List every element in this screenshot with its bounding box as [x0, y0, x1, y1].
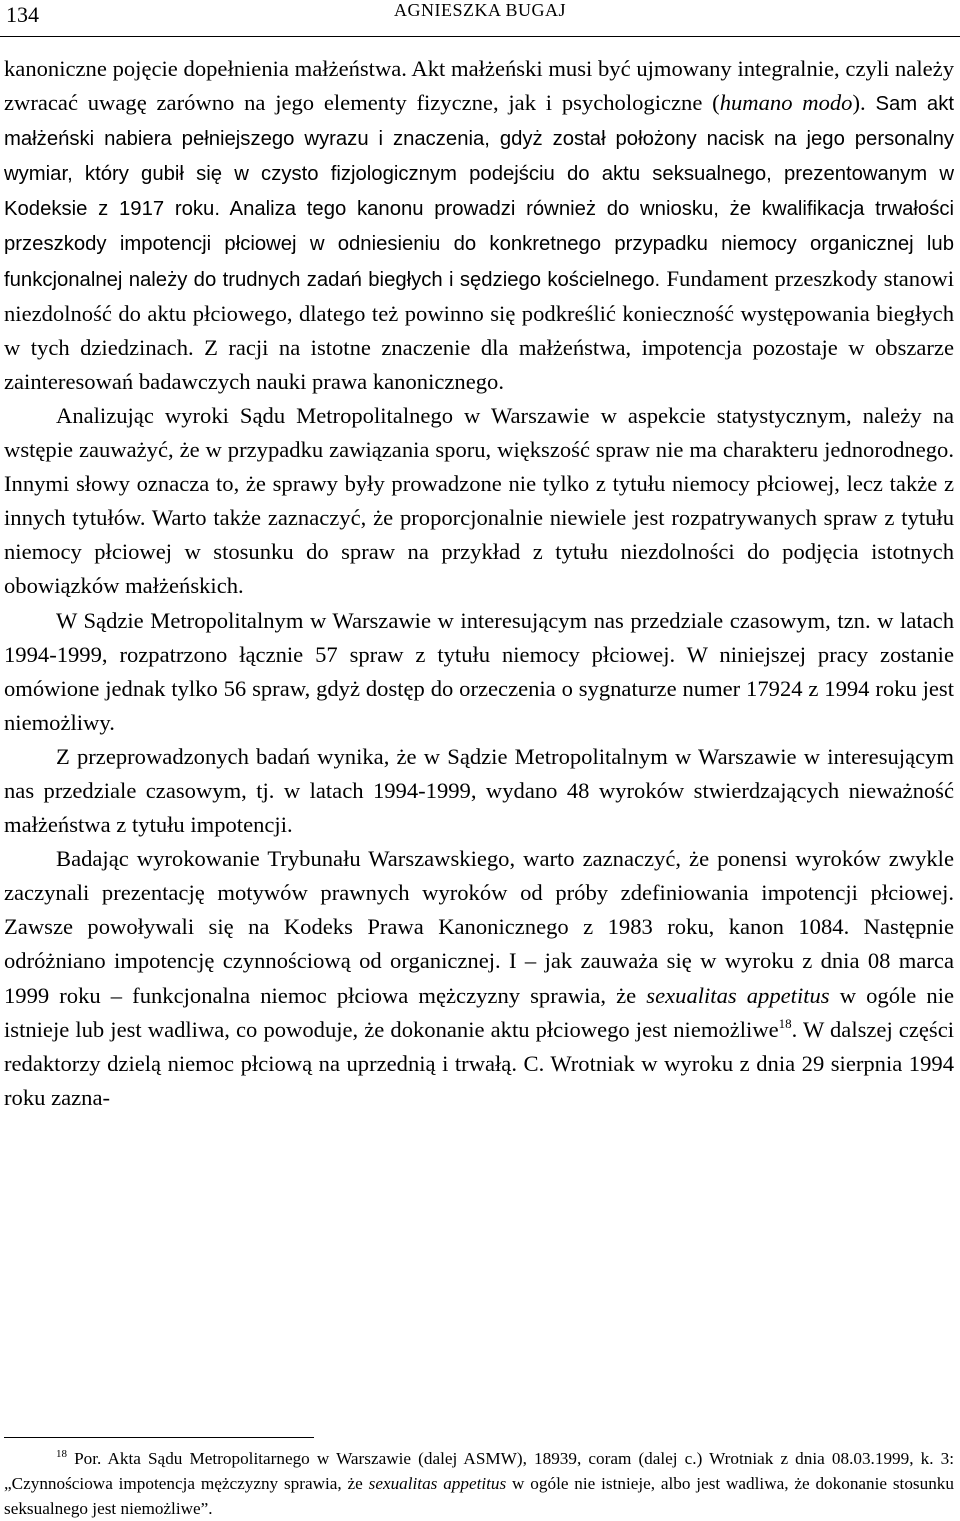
paragraph-1-text-b: ).	[852, 90, 876, 116]
footnote-reference[interactable]: 18	[778, 1015, 792, 1031]
footnote-text-a: Por. Akta Sądu Metropolitarnego w Warszawie (dalej ASMW), 18939, coram (dalej c.) Wrotniak z dnia 08.03.1999, k. 3: „Czynnościowa impotencja mężczyzny sprawia, że	[4, 1449, 954, 1493]
paragraph-1-text-a: kanoniczne pojęcie dopełnienia małżeństwa. Akt małżeński musi być ujmowany integralnie, czyli należy zwracać uwagę zarówno na jego elementy fizyczne, jak i psychologiczne (	[4, 56, 954, 116]
paragraph-5-text-b: w ogóle nie istnieje lub jest wadliwa, co powoduje, że dokonanie aktu płciowego jest niemożliwe	[4, 982, 955, 1042]
paragraph-5-italic: sexualitas appetitus	[646, 982, 830, 1008]
paragraph-5-text-c: . W dalszej części redaktorzy dzielą niemoc płciową na uprzednią i trwałą. C. Wrotniak w wyroku z dnia 29 sierpnia 1994 roku zazna-	[4, 1016, 954, 1110]
footnote-italic: sexualitas appetitus	[368, 1474, 507, 1493]
paragraph-1	[4, 52, 954, 399]
paragraph-2: Analizując wyroki Sądu Metropolitalnego w Warszawie w aspekcie statystycznym, należy na wstępie zauważyć, że w przypadku zawiązania sporu, większość spraw nie ma charakteru jednorodnego. Innymi słowy oznacza to, że sprawy były prowadzone nie tylko z tytułu niemocy płciowej, lecz także z innych tytułów. Warto także zaznaczyć, że proporcjonalnie niewiele jest rozpatrywanych spraw z tytułu niemocy płciowej w stosunku do spraw na przykład z tytułu niezdolności do podjęcia istotnych obowiązków małżeńskich.	[4, 402, 954, 599]
footnote-separator	[4, 1437, 314, 1438]
running-head: AGNIESZKA BUGAJ	[393, 0, 566, 20]
page-header	[0, 0, 960, 37]
paragraph-3: W Sądzie Metropolitalnym w Warszawie w interesującym nas przedziale czasowym, tzn. w latach 1994-1999, rozpatrzono łącznie 57 spraw z tytułu niemocy płciowej. W niniejszej pracy zostanie omówione jednak tylko 56 spraw, gdyż dostęp do orzeczenia o sygnaturze numer 17924 z 1994 roku jest niemożliwy.	[4, 607, 954, 735]
paragraph-1-italic: humano modo	[719, 90, 853, 116]
footnote-text-b: w ogóle nie istnieje, albo jest wadliwa, że dokonanie stosunku seksualnego jest niemożliwe”.	[4, 1474, 954, 1518]
paragraph-5	[4, 842, 954, 1115]
footnote-18	[4, 1446, 954, 1521]
paragraph-4: Z przeprowadzonych badań wynika, że w Sądzie Metropolitalnym w Warszawie w interesującym nas przedziale czasowym, tj. w latach 1994-1999, wydano 48 wyroków stwierdzających nieważność małżeństwa z tytułu impotencji.	[4, 743, 954, 838]
footnote-number: 18	[56, 1448, 67, 1460]
paragraph-1-sans-passage: Sam akt małżeński nabiera pełniejszego wyrazu i znaczenia, gdyż został położony nacisk na jego personalny wymiar, który gubił się w czysto fizjologicznym podejściu do aktu seksualnego, prezentowanym w Kodeksie z 1917 roku. Analiza tego kanonu prowadzi również do wniosku, że kwalifikacja trwałości przeszkody impotencji płciowej w odniesieniu do konkretnego przypadku niemocy organicznej lub funkcjonalnej należy do trudnych zadań biegłych i sędziego kościelnego.	[4, 93, 954, 291]
body-text	[4, 52, 954, 1115]
paragraph-1-text-c: Fundament przeszkody stanowi niezdolność do aktu płciowego, dlatego też powinno się podkreślić konieczność występowania biegłych w tych dziedzinach. Z racji na istotne znaczenie dla małżeństwa, impotencja pozostaje w obszarze zainteresowań badawczych nauki prawa kanonicznego.	[4, 265, 954, 394]
page-number: 134	[6, 2, 39, 27]
paragraph-5-text-a: Badając wyrokowanie Trybunału Warszawskiego, warto zaznaczyć, że ponensi wyroków zwykle zaczynali prezentację motywów prawnych wyroków od próby zdefiniowania impotencji płciowej. Zawsze powoływali się na Kodeks Prawa Kanonicznego z 1983 roku, kanon 1084. Następnie odróżniano impotencję czynnościową od organicznej. I – jak zauważa się w wyroku z dnia 08 marca 1999 roku – funkcjonalna niemoc płciowa mężczyzny sprawia, że	[4, 846, 954, 1008]
